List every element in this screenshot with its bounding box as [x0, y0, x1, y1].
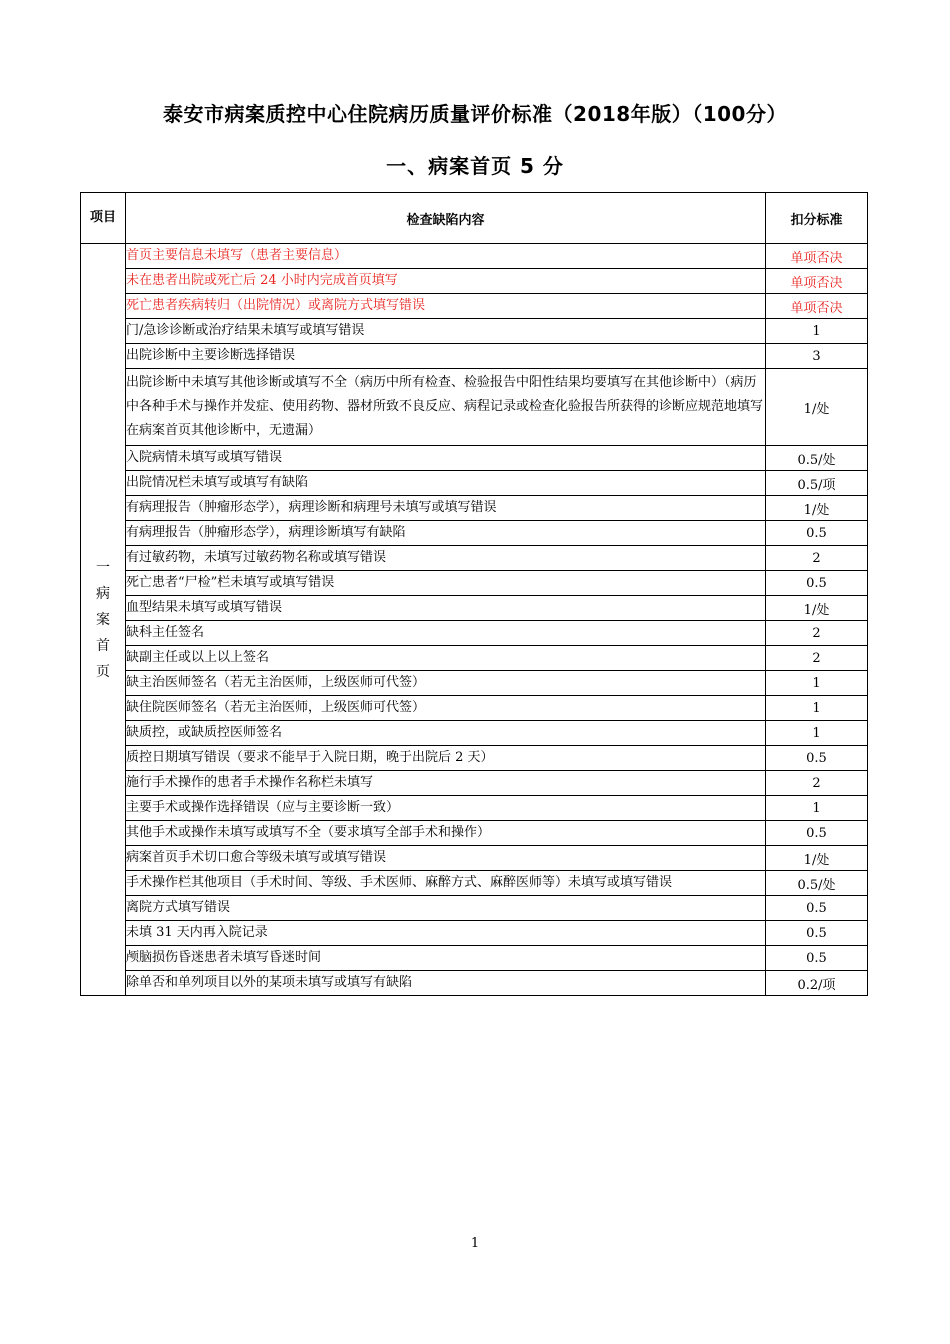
table-row: [81, 446, 868, 471]
table-row: [81, 269, 868, 294]
row-content: 病案首页手术切口愈合等级未填写或填写错误: [126, 846, 766, 871]
header-item: 项目: [81, 193, 126, 244]
table-row: [81, 471, 868, 496]
row-content: 出院情况栏未填写或填写有缺陷: [126, 471, 766, 496]
row-content: 血型结果未填写或填写错误: [126, 596, 766, 621]
table-row: [81, 871, 868, 896]
table-row: [81, 746, 868, 771]
row-content: 缺住院医师签名（若无主治医师，上级医师可代签）: [126, 696, 766, 721]
table-row: [81, 571, 868, 596]
row-content: 缺质控，或缺质控医师签名: [126, 721, 766, 746]
table-row: [81, 771, 868, 796]
table-row: [81, 344, 868, 369]
table-row: [81, 521, 868, 546]
row-content: 首页主要信息未填写（患者主要信息）: [126, 244, 766, 269]
row-content: 缺副主任或以上以上签名: [126, 646, 766, 671]
header-score: 扣分标准: [766, 193, 868, 244]
row-score: 0.5/处: [766, 446, 868, 471]
table-row: [81, 896, 868, 921]
table-header-row: [81, 193, 868, 244]
row-score: 单项否决: [766, 294, 868, 319]
category-cell: [81, 244, 126, 996]
row-score: 0.2/项: [766, 971, 868, 996]
row-content: 未在患者出院或死亡后 24 小时内完成首页填写: [126, 269, 766, 294]
row-score: 1: [766, 319, 868, 344]
row-score: 0.5/项: [766, 471, 868, 496]
category-char: 病: [96, 585, 110, 602]
row-score: 2: [766, 646, 868, 671]
row-score: 0.5: [766, 896, 868, 921]
category-char: 案: [96, 611, 110, 628]
row-content: 未填 31 天内再入院记录: [126, 921, 766, 946]
table-row: [81, 921, 868, 946]
row-score: 1/处: [766, 846, 868, 871]
row-score: 1/处: [766, 496, 868, 521]
table-row: [81, 971, 868, 996]
table-row: [81, 796, 868, 821]
row-content: 施行手术操作的患者手术操作名称栏未填写: [126, 771, 766, 796]
row-content: 门/急诊诊断或治疗结果未填写或填写错误: [126, 319, 766, 344]
row-score: 2: [766, 621, 868, 646]
category-char: 一: [96, 559, 110, 576]
row-content: 出院诊断中未填写其他诊断或填写不全（病历中所有检查、检验报告中阳性结果均要填写在其他诊断中）（病历中各种手术与操作并发症、使用药物、器材所致不良反应、病程记录或检查化验报告所获得的诊断应规范地填写在病案首页其他诊断中，无遗漏）: [126, 369, 766, 446]
row-score: 1/处: [766, 369, 868, 446]
table-row: [81, 846, 868, 871]
row-score: 0.5: [766, 521, 868, 546]
row-score: 单项否决: [766, 269, 868, 294]
row-content: 颅脑损伤昏迷患者未填写昏迷时间: [126, 946, 766, 971]
row-score: 1/处: [766, 596, 868, 621]
row-content: 缺科主任签名: [126, 621, 766, 646]
table-body: [81, 244, 868, 996]
table-row: [81, 369, 868, 446]
section-title: 一、病案首页 5 分: [386, 154, 564, 178]
row-content: 缺主治医师签名（若无主治医师，上级医师可代签）: [126, 671, 766, 696]
row-content: 入院病情未填写或填写错误: [126, 446, 766, 471]
row-content: 死亡患者疾病转归（出院情况）或离院方式填写错误: [126, 294, 766, 319]
row-content: 出院诊断中主要诊断选择错误: [126, 344, 766, 369]
row-score: 0.5/处: [766, 871, 868, 896]
category-char: 首: [96, 637, 110, 654]
row-content: 除单否和单列项目以外的某项未填写或填写有缺陷: [126, 971, 766, 996]
row-content: 有病理报告（肿瘤形态学），病理诊断和病理号未填写或填写错误: [126, 496, 766, 521]
row-content: 有过敏药物，未填写过敏药物名称或填写错误: [126, 546, 766, 571]
table-row: [81, 946, 868, 971]
row-score: 3: [766, 344, 868, 369]
table-row: [81, 496, 868, 521]
row-content: 有病理报告（肿瘤形态学），病理诊断填写有缺陷: [126, 521, 766, 546]
table-row: [81, 621, 868, 646]
table-row: [81, 646, 868, 671]
table-row: [81, 319, 868, 344]
table-row: [81, 721, 868, 746]
row-score: 1: [766, 671, 868, 696]
row-content: 主要手术或操作选择错误（应与主要诊断一致）: [126, 796, 766, 821]
row-score: 1: [766, 721, 868, 746]
row-score: 0.5: [766, 921, 868, 946]
table-row: [81, 671, 868, 696]
row-content: 其他手术或操作未填写或填写不全（要求填写全部手术和操作）: [126, 821, 766, 846]
row-content: 死亡患者“尸检”栏未填写或填写错误: [126, 571, 766, 596]
table-row: [81, 294, 868, 319]
table-row: [81, 821, 868, 846]
evaluation-table: [80, 192, 868, 996]
table-row: [81, 696, 868, 721]
row-score: 1: [766, 696, 868, 721]
page-number: 1: [470, 1236, 480, 1251]
table-row: [81, 546, 868, 571]
row-score: 1: [766, 796, 868, 821]
row-content: 手术操作栏其他项目（手术时间、等级、手术医师、麻醉方式、麻醉医师等）未填写或填写错误: [126, 871, 766, 896]
table-row: [81, 596, 868, 621]
row-score: 0.5: [766, 746, 868, 771]
row-score: 2: [766, 546, 868, 571]
row-content: 质控日期填写错误（要求不能早于入院日期，晚于出院后 2 天）: [126, 746, 766, 771]
row-score: 0.5: [766, 571, 868, 596]
row-score: 0.5: [766, 821, 868, 846]
category-char: 页: [96, 663, 110, 680]
header-content: 检查缺陷内容: [126, 193, 766, 244]
row-content: 离院方式填写错误: [126, 896, 766, 921]
row-score: 单项否决: [766, 244, 868, 269]
row-score: 0.5: [766, 946, 868, 971]
table-row: [81, 244, 868, 269]
row-score: 2: [766, 771, 868, 796]
document-title: 泰安市病案质控中心住院病历质量评价标准（2018年版）（100分）: [163, 102, 787, 126]
